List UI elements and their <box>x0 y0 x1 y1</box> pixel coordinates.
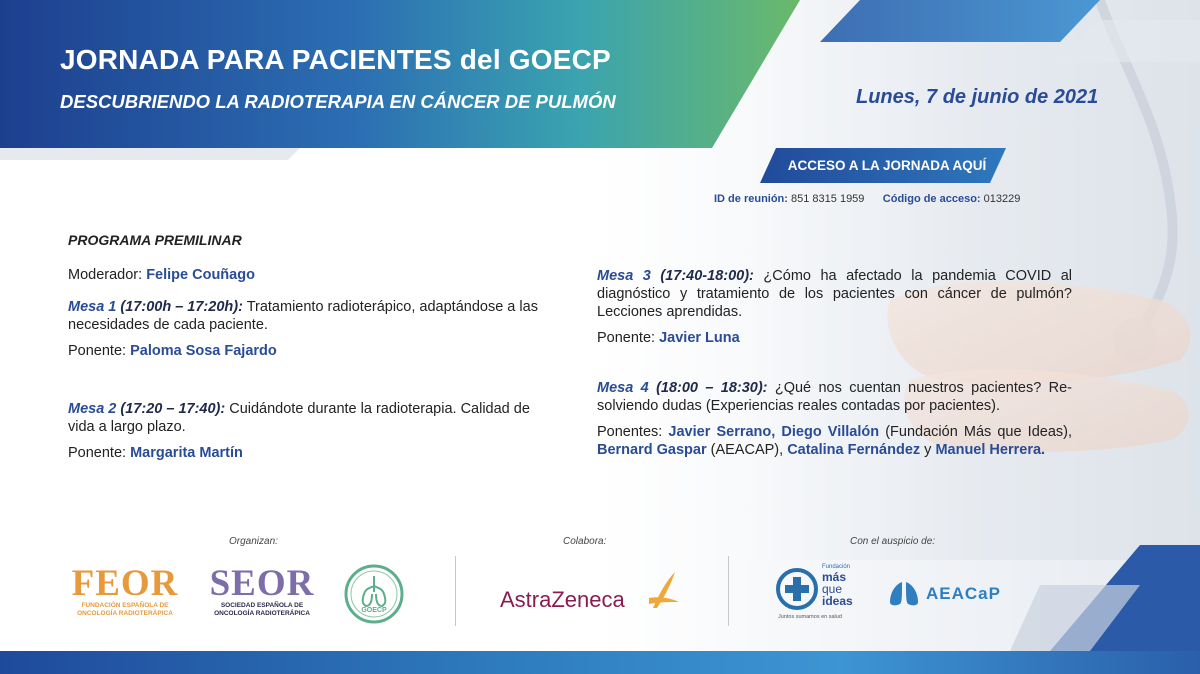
goecp-logo <box>344 564 404 624</box>
aeacap-logo-text: AEACaP <box>926 584 1001 603</box>
meeting-info <box>714 193 1020 205</box>
mesa2-speaker: Margarita Martín <box>130 445 243 461</box>
moderator-name: Felipe Couñago <box>146 267 255 283</box>
mesa4-org-2: (AEACAP), <box>710 442 784 458</box>
lungs-icon <box>888 578 920 608</box>
mesa4-block <box>597 379 1072 415</box>
mesa4-speaker-4: Catalina Fernández <box>787 442 921 458</box>
sponsor-divider-1 <box>455 556 456 626</box>
plus-icon <box>776 568 818 610</box>
mesa2-name: Mesa 2 <box>68 401 117 417</box>
feor-logo-line2: ONCOLOGÍA RADIOTERÁPICA <box>77 610 173 617</box>
access-code: 013229 <box>983 193 1021 205</box>
mesa4-speaker-1: Javier Serrano <box>668 424 772 440</box>
seor-logo <box>200 563 324 618</box>
mesa2-topic: Cuidándote durante la radioterapia. Calidad de vida a largo plazo. <box>68 401 530 435</box>
mesa2-block <box>68 400 548 436</box>
mesa2-speaker-label: Ponente: <box>68 445 127 461</box>
mesa2-time: (17:20 – 17:40): <box>120 401 226 417</box>
mesa1-speaker-label: Ponente: <box>68 343 127 359</box>
moderator-line <box>68 266 548 284</box>
sponsor-divider-2 <box>728 556 729 626</box>
seor-logo-text: SEOR <box>209 563 315 604</box>
access-button-label: ACCESO A LA JORNADA AQUÍ <box>787 158 987 173</box>
mesa4-speakers-label: Ponentes: <box>597 424 663 440</box>
mesa3-name: Mesa 3 <box>597 268 651 284</box>
moderator-label: Moderador: <box>68 267 143 283</box>
mesa2-speaker-line <box>68 444 548 462</box>
mesa1-speaker-line <box>68 342 548 360</box>
mas-que-ideas-logo <box>776 564 872 624</box>
mesa3-block <box>597 267 1072 321</box>
mesa4-speakers-line <box>597 423 1072 459</box>
feor-logo-line1: FUNDACIÓN ESPAÑOLA DE <box>81 602 169 609</box>
event-subtitle: DESCUBRIENDO LA RADIOTERAPIA EN CÁNCER DE PULMÓN <box>60 91 616 112</box>
mesa1-time: (17:00h – 17:20h): <box>120 299 243 315</box>
mqi-line3: ideas <box>822 594 853 608</box>
lungs-icon <box>344 564 404 624</box>
astrazeneca-logo-text: AstraZeneca <box>500 587 625 612</box>
program-heading: PROGRAMA PREMILINAR <box>68 232 242 248</box>
event-date: Lunes, 7 de junio de 2021 <box>856 86 1099 108</box>
mesa4-speaker-5: Manuel Herrera <box>935 442 1042 458</box>
mqi-tagline: Juntos sumamos en salud <box>778 614 842 620</box>
aeacap-logo <box>888 578 1018 608</box>
goecp-logo-text: GOECP <box>361 607 387 614</box>
mesa4-conjunction: y <box>924 442 932 458</box>
meeting-id: 851 8315 1959 <box>791 193 865 205</box>
mesa3-speaker-label: Ponente: <box>597 330 656 346</box>
seor-logo-line2: ONCOLOGÍA RADIOTERÁPICA <box>214 610 310 617</box>
access-code-label: Código de acceso: <box>882 193 981 205</box>
mesa4-end: . <box>1041 442 1046 458</box>
program-left-column <box>68 231 548 470</box>
meeting-id-label: ID de reunión: <box>714 193 788 205</box>
mesa4-topic: ¿Qué nos cuentan nuestros pacientes? Re-solviendo dudas (Experiencias reales contadas por pacientes). <box>597 380 1072 414</box>
mesa1-speaker: Paloma Sosa Fajardo <box>130 343 277 359</box>
header-banner <box>0 0 1200 160</box>
feor-logo <box>66 563 184 618</box>
organizers-label: Organizan: <box>229 536 278 547</box>
seor-logo-line1: SOCIEDAD ESPAÑOLA DE <box>220 602 304 609</box>
mesa4-time: (18:00 – 18:30): <box>656 380 768 396</box>
astrazeneca-symbol-icon <box>645 568 683 612</box>
mesa3-time: (17:40-18:00): <box>660 268 754 284</box>
mesa3-speaker-line <box>597 329 1072 347</box>
footer-band <box>0 651 1200 674</box>
auspice-label: Con el auspicio de: <box>850 536 936 547</box>
collaborator-label: Colabora: <box>563 536 607 547</box>
mesa4-speaker-3: Bernard Gaspar <box>597 442 707 458</box>
mesa1-topic: Tratamiento radioterápico, adaptándose a las necesidades de cada paciente. <box>68 299 538 333</box>
event-title: JORNADA PARA PACIENTES del GOECP <box>60 44 611 75</box>
mqi-line1: más <box>822 570 847 584</box>
mqi-line2: que <box>822 582 843 596</box>
mesa4-name: Mesa 4 <box>597 380 649 396</box>
mesa3-topic: ¿Cómo ha afectado la pandemia COVID al diagnóstico y tratamiento de los pacientes con cáncer de pulmón? Lecciones aprendidas. <box>597 268 1073 320</box>
astrazeneca-logo <box>500 568 685 618</box>
access-event-button[interactable] <box>760 148 1006 183</box>
feor-logo-text: FEOR <box>71 563 179 604</box>
mesa4-org-1: (Fundación Más que Ideas), <box>885 424 1073 440</box>
mesa1-name: Mesa 1 <box>68 299 117 315</box>
mesa4-sep-1: , <box>771 424 776 440</box>
program-right-column <box>597 267 1072 467</box>
mesa4-speaker-2: Diego Villalón <box>781 424 880 440</box>
bottom-right-decoration <box>1010 545 1200 651</box>
mqi-top: Fundación <box>822 564 851 570</box>
mesa3-speaker: Javier Luna <box>659 330 740 346</box>
mesa1-block <box>68 298 548 334</box>
